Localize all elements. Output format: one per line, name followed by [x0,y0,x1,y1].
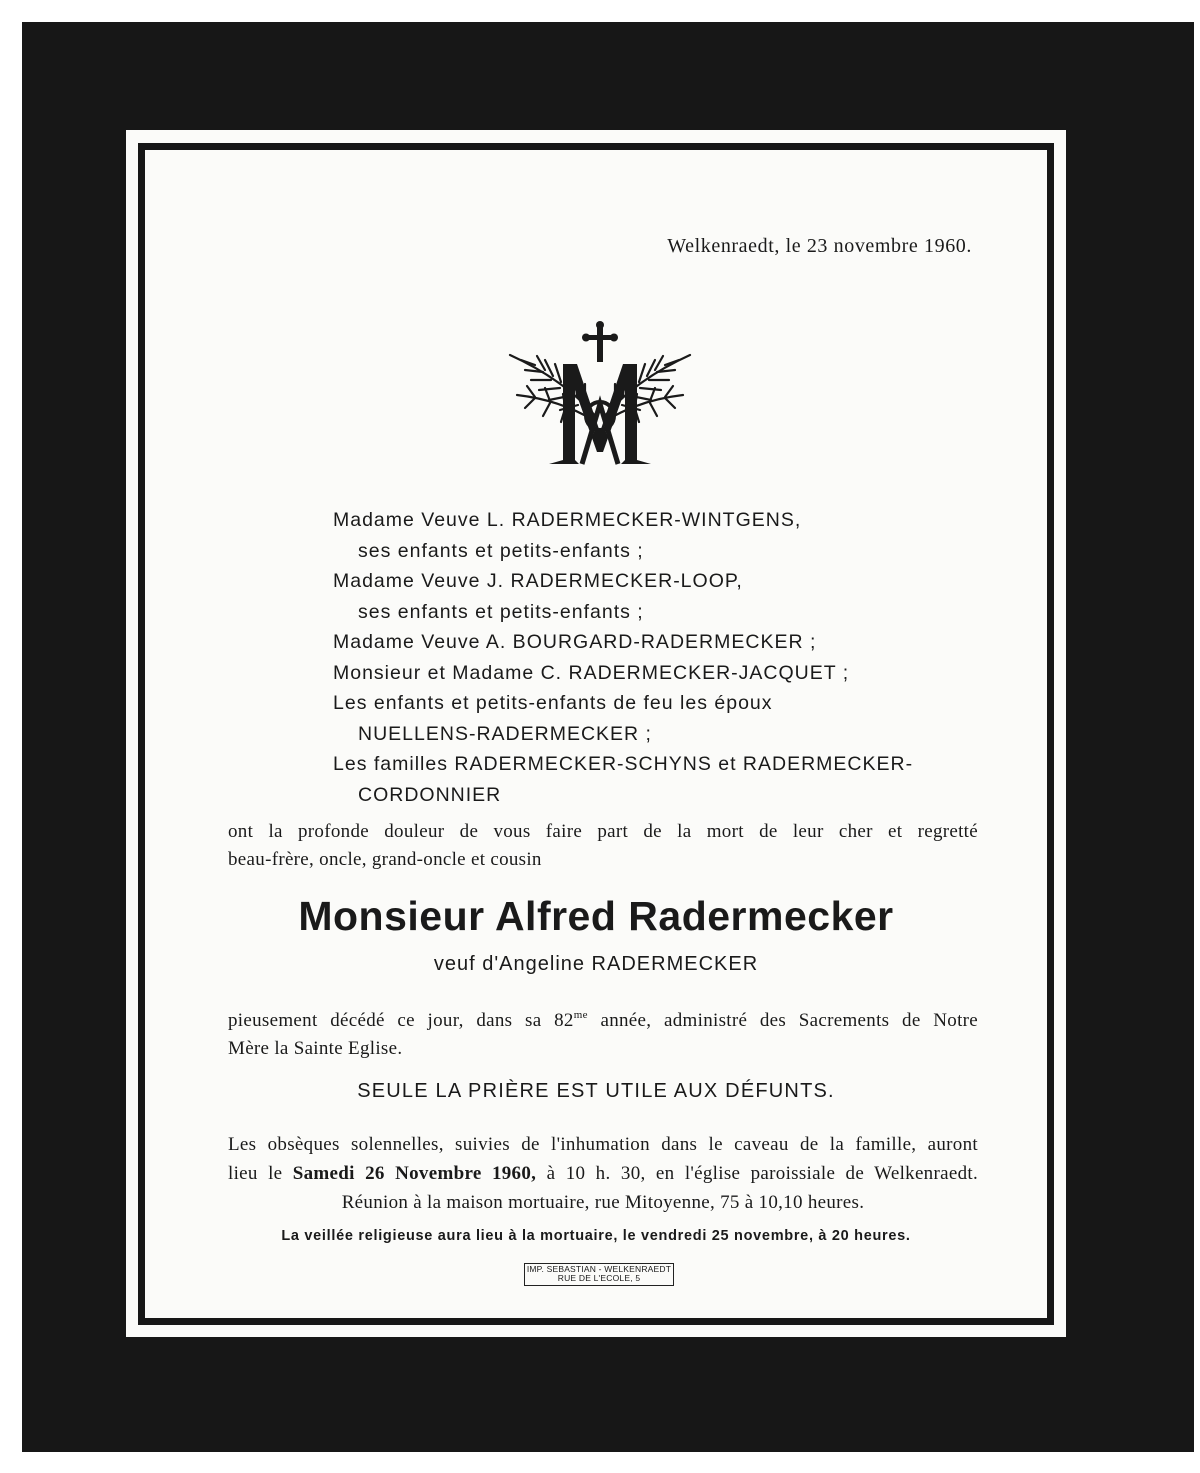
deceased-name: Monsieur Alfred Radermecker [298,893,894,939]
imprint-line: IMP. SEBASTIAN - WELKENRAEDT [526,1264,672,1274]
death-notice-line [228,1007,978,1035]
family-line: Madame Veuve A. BOURGARD-RADERMECKER ; [333,631,817,653]
funeral-line: Les obsèques solennelles, suivies de l'inhumation dans le caveau de la famille, auront [228,1134,978,1155]
family-mourners-list [333,505,973,810]
imprint-line: RUE DE L'ECOLE, 5 [557,1273,641,1283]
printer-imprint [524,1263,674,1286]
death-notice-text: année, administré des Sacrements de Notre [587,1010,979,1031]
funeral-details [228,1130,978,1217]
intro-line: ont la profonde douleur de vous faire part de la mort de leur cher et regretté [228,821,978,842]
family-line: Madame Veuve J. RADERMECKER-LOOP, [333,570,743,592]
announcement-intro [228,818,978,874]
family-line: ses enfants et petits-enfants ; [358,539,644,562]
family-line: Les familles RADERMECKER-SCHYNS et RADERMECKER- [333,753,914,775]
place-date: Welkenraedt, le 23 novembre 1960. [667,235,972,257]
death-notice-text: pieusement décédé ce jour, dans sa 82 [228,1010,574,1031]
death-notice [228,1007,978,1063]
funeral-line [228,1159,978,1188]
widow-line: veuf d'Angeline RADERMECKER [433,953,759,975]
vigil-notice: La veillée religieuse aura lieu à la mortuaire, le vendredi 25 novembre, à 20 heures. [281,1228,911,1244]
family-line: Madame Veuve L. RADERMECKER-WINTGENS, [333,509,802,531]
funeral-text: lieu le [228,1163,293,1184]
family-line: CORDONNIER [358,783,502,806]
family-line: Monsieur et Madame C. RADERMECKER-JACQUET ; [333,661,850,684]
family-line: Les enfants et petits-enfants de feu les époux [333,692,773,714]
funeral-line: Réunion à la maison mortuaire, rue Mitoyenne, 75 à 10,10 heures. [341,1192,865,1213]
family-line: ses enfants et petits-enfants ; [358,600,644,623]
marian-monogram-icon [505,320,695,470]
family-line: NUELLENS-RADERMECKER ; [358,722,652,745]
funeral-date: Samedi 26 Novembre 1960, [292,1163,537,1184]
prayer-maxim: SEULE LA PRIÈRE EST UTILE AUX DÉFUNTS. [357,1080,835,1102]
intro-line: beau-frère, oncle, grand-oncle et cousin [228,849,542,870]
funeral-text: à 10 h. 30, en l'église paroissiale de Welkenraedt. [536,1163,979,1184]
announcement-card [150,155,1042,1313]
ordinal-suffix: me [573,1009,588,1021]
death-notice-line: Mère la Sainte Eglise. [228,1038,403,1059]
